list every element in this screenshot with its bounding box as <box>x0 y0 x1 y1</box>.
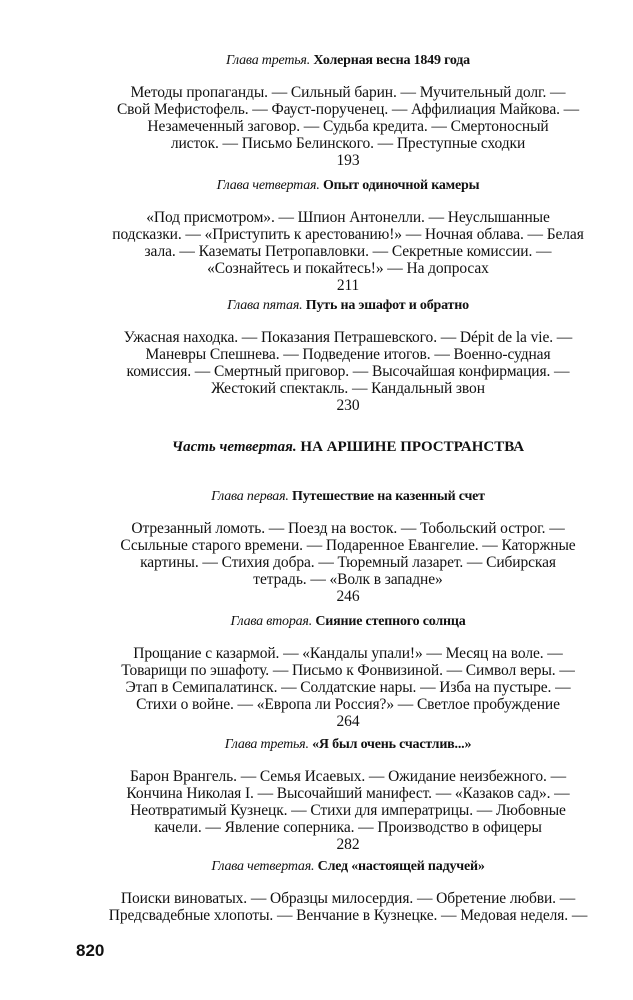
description-line: Маневры Спешнева. — Подведение итогов. — Военно-судная <box>145 346 551 363</box>
part-label: Часть четвертая. <box>171 439 297 455</box>
chapter-description <box>78 209 618 294</box>
chapter-label: Глава вторая. <box>230 614 313 629</box>
chapter-description <box>78 329 618 414</box>
chapter-title: Холерная весна 1849 года <box>313 53 470 68</box>
toc-entry <box>78 52 618 169</box>
chapter-heading <box>78 297 618 315</box>
page-number: 246 <box>336 588 360 605</box>
chapter-label: Глава первая. <box>211 489 289 504</box>
chapter-title: Путешествие на казенный счет <box>292 489 485 504</box>
chapter-label: Глава третья. <box>226 53 311 68</box>
chapter-label: Глава четвертая. <box>216 178 320 193</box>
description-line: Незамеченный заговор. — Судьба кредита. — Смертоносный <box>147 118 549 135</box>
chapter-heading <box>78 488 618 506</box>
description-line: Предсвадебные хлопоты. — Венчание в Кузнецке. — Медовая неделя. — <box>108 907 588 924</box>
description-line: Барон Врангель. — Семья Исаевых. — Ожидание неизбежного. — <box>130 768 566 785</box>
description-line: Товарищи по эшафоту. — Письмо к Фонвизиной. — Символ веры. — <box>121 662 575 679</box>
description-line: Отрезанный ломоть. — Поезд на восток. — Тобольский острог. — <box>131 520 565 537</box>
chapter-description <box>78 768 618 853</box>
chapter-title: Путь на эшафот и обратно <box>305 298 469 313</box>
toc-entry <box>78 736 618 853</box>
description-line: Ссыльные старого времени. — Подаренное Евангелие. — Каторжные <box>120 537 576 554</box>
toc-entry <box>78 488 618 605</box>
part-title: НА АРШИНЕ ПРОСТРАНСТВА <box>300 439 525 455</box>
chapter-title: «Я был очень счастлив...» <box>312 737 472 752</box>
description-line: зала. — Казематы Петропавловки. — Секретные комиссии. — <box>144 243 552 260</box>
description-line: Жестокий спектакль. — Кандальный звон <box>211 380 485 397</box>
description-line: Поиски виноватых. — Образцы милосердия. — Обретение любви. — <box>120 890 576 907</box>
description-line: Свой Мефистофель. — Фауст-порученец. — Аффилиация Майкова. — <box>116 101 580 118</box>
chapter-heading <box>78 613 618 631</box>
chapter-title: След «настоящей падучей» <box>317 859 485 874</box>
description-line: подсказки. — «Приступить к арестованию!» — Ночная облава. — Белая <box>112 226 584 243</box>
description-line: Ужасная находка. — Показания Петрашевского. — Dépit de la vie. — <box>123 329 573 346</box>
description-line: листок. — Письмо Белинского. — Преступные сходки <box>170 135 526 152</box>
chapter-heading <box>78 52 618 70</box>
page-number: 193 <box>336 152 360 169</box>
chapter-label: Глава пятая. <box>227 298 303 313</box>
page-number: 211 <box>336 277 360 294</box>
description-line: «Сознайтесь и покайтесь!» — На допросах <box>207 260 489 277</box>
page-number: 282 <box>336 836 360 853</box>
page-number: 264 <box>336 713 360 730</box>
description-line: Этап в Семипалатинск. — Солдатские нары. — Изба на пустыре. — <box>125 679 571 696</box>
chapter-description <box>78 645 618 730</box>
description-line: «Под присмотром». — Шпион Антонелли. — Неуслышанные <box>146 209 550 226</box>
chapter-label: Глава четвертая. <box>211 859 315 874</box>
chapter-title: Опыт одиночной камеры <box>322 178 480 193</box>
description-line: картины. — Стихия добра. — Тюремный лазарет. — Сибирская <box>140 554 556 571</box>
toc-entry <box>78 858 618 924</box>
description-line: Стихи о войне. — «Европа ли Россия?» — Светлое пробуждение <box>136 696 560 713</box>
page-number: 230 <box>336 397 360 414</box>
toc-entry <box>78 177 618 294</box>
description-line: комиссия. — Смертный приговор. — Высочайшая конфирмация. — <box>126 363 570 380</box>
chapter-title: Сияние степного солнца <box>315 614 466 629</box>
description-line: качели. — Явление соперника. — Производство в офицеры <box>154 819 542 836</box>
chapter-label: Глава третья. <box>224 737 309 752</box>
toc-entry <box>78 613 618 730</box>
chapter-description <box>78 84 618 169</box>
chapter-heading <box>78 736 618 754</box>
chapter-heading <box>78 858 618 876</box>
part-heading <box>78 438 618 456</box>
page-folio-number: 820 <box>76 941 105 960</box>
description-line: Неотвратимый Кузнецк. — Стихи для императрицы. — Любовные <box>130 802 566 819</box>
description-line: тетрадь. — «Волк в западне» <box>253 571 443 588</box>
chapter-description <box>78 890 618 924</box>
chapter-heading <box>78 177 618 195</box>
toc-entry <box>78 297 618 414</box>
description-line: Прощание с казармой. — «Кандалы упали!» — Месяц на воле. — <box>133 645 563 662</box>
description-line: Кончина Николая I. — Высочайший манифест. — «Казаков сад». — <box>126 785 570 802</box>
description-line: Методы пропаганды. — Сильный барин. — Мучительный долг. — <box>130 84 566 101</box>
chapter-description <box>78 520 618 605</box>
